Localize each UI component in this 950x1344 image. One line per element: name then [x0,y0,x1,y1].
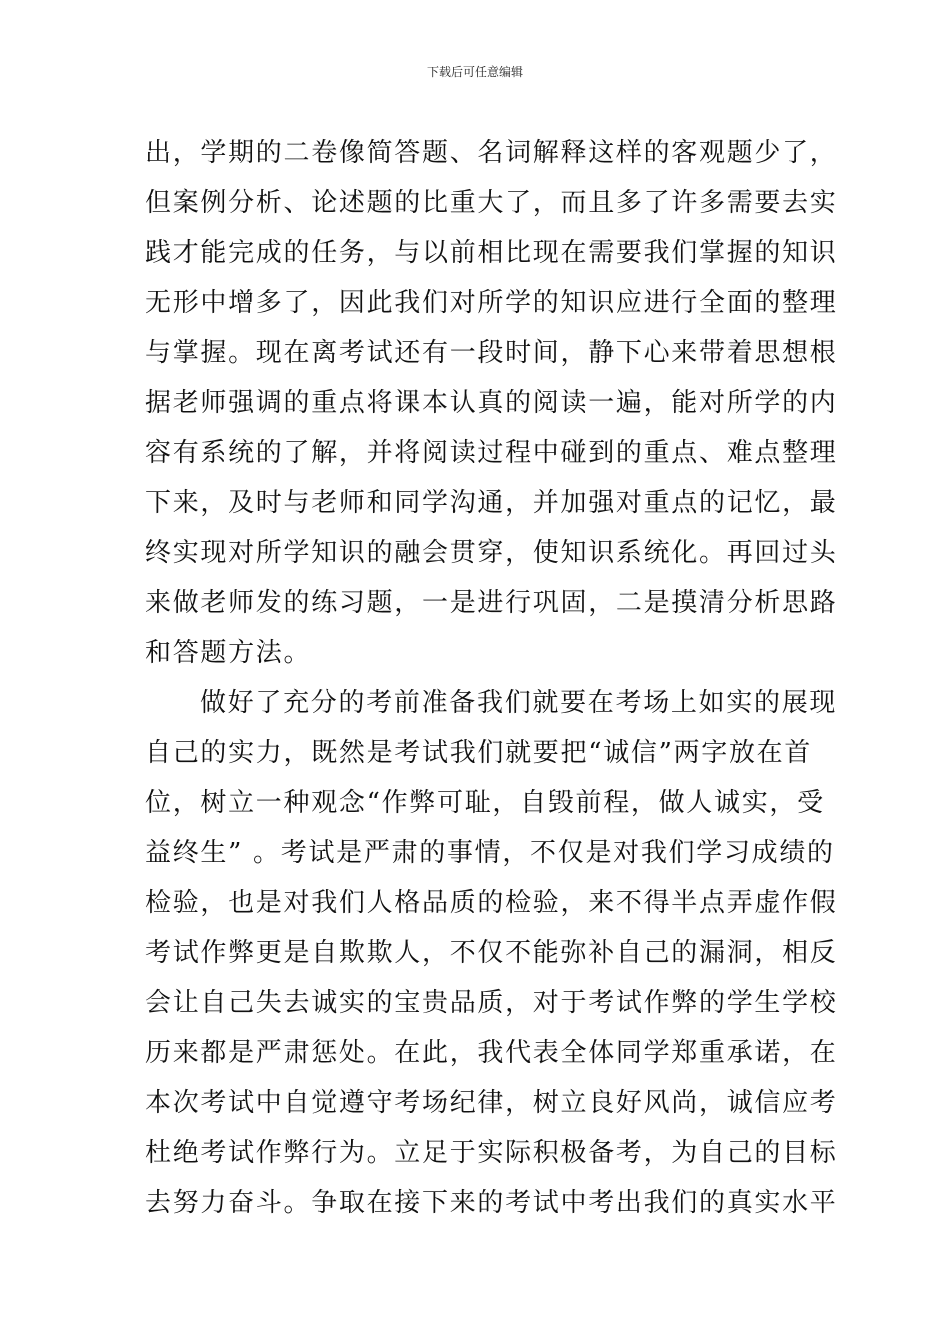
text-line: 来做老师发的练习题，一是进行巩固，二是摸清分析思路 [145,588,838,618]
text-line: 检验，也是对我们人格品质的检验，来不得半点弄虚作假 [145,888,838,918]
paragraph-2 [145,678,838,1228]
text-line: 容有系统的了解，并将阅读过程中碰到的重点、难点整理 [145,438,838,468]
document-body [145,128,838,1228]
paragraph-1 [145,128,838,678]
text-line-indented: 做好了充分的考前准备我们就要在考场上如实的展现 [200,688,838,718]
text-line: 位，树立一种观念“作弊可耻，自毁前程，做人诚实，受 [145,788,825,818]
text-line: 出，学期的二卷像简答题、名词解释这样的客观题少了， [145,138,838,168]
text-line: 自己的实力，既然是考试我们就要把“诚信”两字放在首 [145,738,813,768]
text-line: 与掌握。现在离考试还有一段时间，静下心来带着思想根 [145,338,838,368]
text-line: 但案例分析、论述题的比重大了，而且多了许多需要去实 [145,188,838,218]
text-line: 会让自己失去诚实的宝贵品质，对于考试作弊的学生学校 [145,988,838,1018]
text-line: 本次考试中自觉遵守考场纪律，树立良好风尚，诚信应考 [145,1088,838,1118]
text-line: 无形中增多了，因此我们对所学的知识应进行全面的整理 [145,288,838,318]
page-header: 下载后可任意编辑 [426,65,523,79]
text-line: 据老师强调的重点将课本认真的阅读一遍，能对所学的内 [145,388,838,418]
text-line: 历来都是严肃惩处。在此，我代表全体同学郑重承诺，在 [145,1038,838,1068]
text-line: 考试作弊更是自欺欺人，不仅不能弥补自己的漏洞，相反 [145,938,838,968]
text-line: 去努力奋斗。争取在接下来的考试中考出我们的真实水平 [145,1188,838,1218]
text-line: 益终生” 。考试是严肃的事情，不仅是对我们学习成绩的 [145,838,835,868]
text-line: 杜绝考试作弊行为。立足于实际积极备考，为自己的目标 [145,1138,838,1168]
text-line: 终实现对所学知识的融会贯穿，使知识系统化。再回过头 [145,538,838,568]
text-line: 和答题方法。 [145,638,312,668]
text-line: 下来，及时与老师和同学沟通，并加强对重点的记忆，最 [145,488,838,518]
text-line: 践才能完成的任务，与以前相比现在需要我们掌握的知识 [145,238,838,268]
